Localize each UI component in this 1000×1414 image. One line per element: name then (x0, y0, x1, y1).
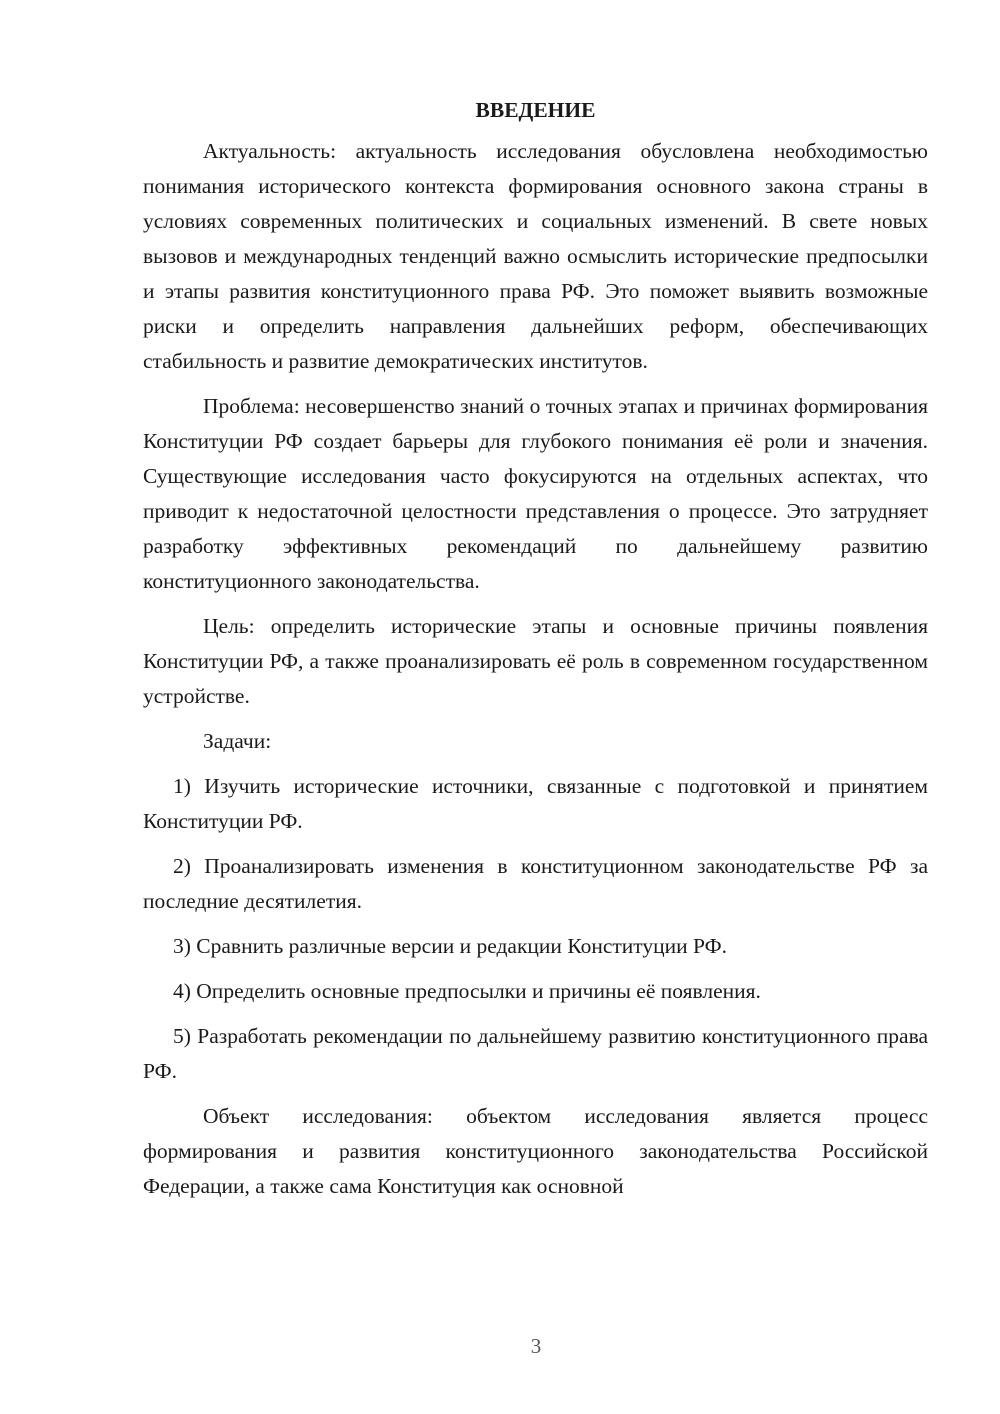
tasks-list (143, 769, 928, 1089)
task-item-4: 4) Определить основные предпосылки и причины её появления. (173, 979, 761, 1003)
page-content (143, 96, 928, 1214)
paragraph-object: Объект исследования: объектом исследования является процесс формирования и развития конституционного законодательства Российской Федерации, а также сама Конституция как основной (143, 1104, 928, 1198)
task-item-5: 5) Разработать рекомендации по дальнейшему развитию конституционного права РФ. (143, 1024, 928, 1083)
paragraph-problem: Проблема: несовершенство знаний о точных этапах и причинах формирования Конституции РФ создает барьеры для глубокого понимания её роли и значения. Существующие исследования часто фокусируются на отдельных аспектах, что приводит к недостаточной целостности представления о процессе. Это затрудняет разработку эффективных рекомендаций по дальнейшему развитию конституционного законодательства. (143, 394, 928, 593)
paragraph-goal: Цель: определить исторические этапы и основные причины появления Конституции РФ, а также проанализировать её роль в современном государственном устройстве. (143, 614, 928, 708)
section-title: ВВЕДЕНИЕ (475, 98, 596, 122)
tasks-heading: Задачи: (203, 729, 272, 753)
task-item-1: 1) Изучить исторические источники, связанные с подготовкой и принятием Конституции РФ. (143, 774, 928, 833)
task-item-2: 2) Проанализировать изменения в конституционном законодательстве РФ за последние десятилетия. (143, 854, 928, 913)
page-number: 3 (530, 1334, 542, 1358)
task-item-3: 3) Сравнить различные версии и редакции Конституции РФ. (173, 934, 727, 958)
paragraph-relevance: Актуальность: актуальность исследования обусловлена необходимостью понимания исторического контекста формирования основного закона страны в условиях современных политических и социальных изменений. В свете новых вызовов и международных тенденций важно осмыслить исторические предпосылки и этапы развития конституционного права РФ. Это поможет выявить возможные риски и определить направления дальнейших реформ, обеспечивающих стабильность и развитие демократических институтов. (143, 139, 928, 373)
